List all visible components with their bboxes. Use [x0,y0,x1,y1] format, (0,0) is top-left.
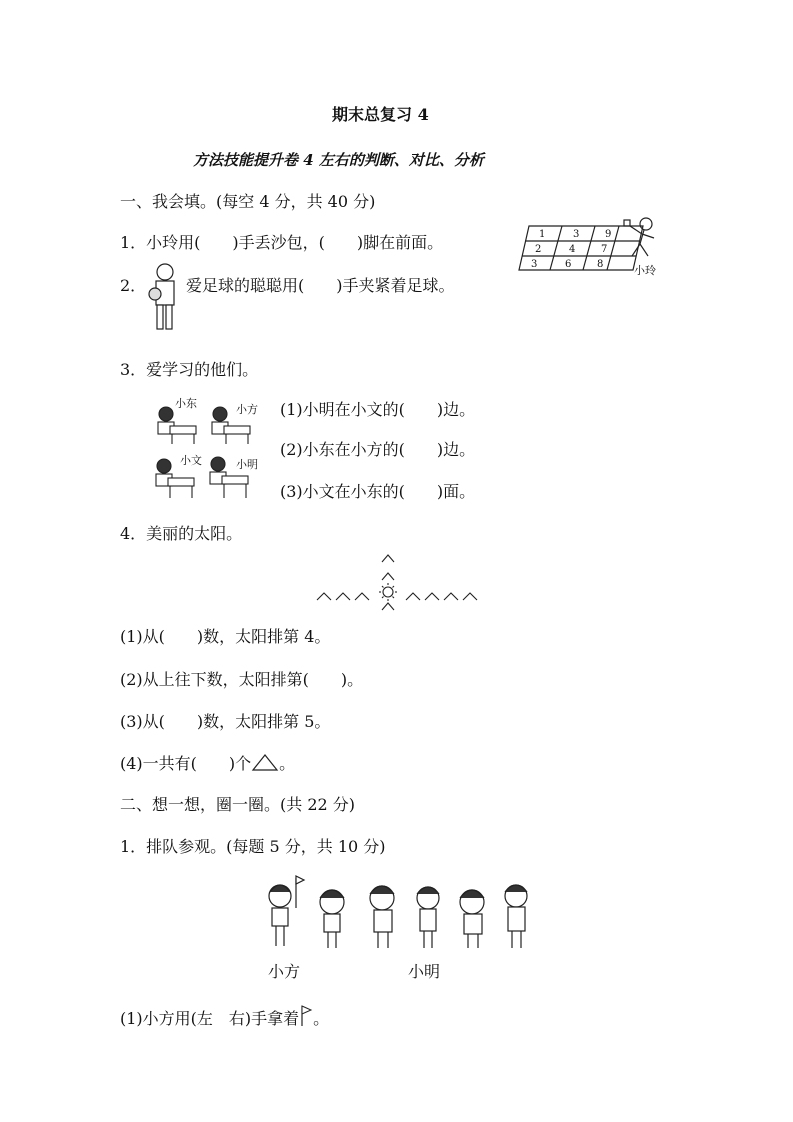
question-1-4-sub-3: (3)从( )数，太阳排第 5。 [120,712,331,731]
section-heading-2: 二、想一想，圈一圈。(共 22 分) [120,795,356,814]
boy-with-football-icon [148,262,182,334]
grid-cell: 3 [531,259,538,270]
question-1-4: 4．美丽的太阳。 [120,524,243,543]
question-2-1-sub-1-end: 。 [313,1009,330,1028]
grid-cell: 2 [535,244,542,255]
question-1-2: 爱足球的聪聪用( )手夹紧着足球。 [186,276,455,295]
question-1-3-sub-1: (1)小明在小文的( )边。 [280,400,476,419]
question-1-4-sub-4 [120,753,295,774]
student-name-xiaodong: 小东 [175,397,197,410]
student-name-xiaowen: 小文 [180,454,202,467]
child-label-xiaofang: 小方 [268,962,301,981]
grid-cell: 6 [565,259,572,270]
girl-name-label: 小玲 [634,264,656,277]
question-2-1: 1．排队参观。(每题 5 分，共 10 分) [120,837,386,856]
flag-icon [299,1005,313,1027]
question-1-4-sub-2: (2)从上往下数，太阳排第( )。 [120,670,364,689]
grid-cell: 7 [601,244,608,255]
question-1-2-number: 2． [120,276,147,295]
section-heading-1: 一、我会填。(每空 4 分，共 40 分) [120,192,376,211]
question-1-4-sub-4-end: 。 [279,754,296,773]
question-2-1-sub-1 [120,1005,329,1029]
page-title: 期末总复习 4 [332,105,429,124]
sun-and-triangles-figure [314,552,480,616]
grid-cell: 9 [605,229,612,240]
student-name-xiaoming: 小明 [236,458,258,471]
question-1-1: 1．小玲用( )手丢沙包，( )脚在前面。 [120,233,444,252]
student-name-xiaofang: 小方 [236,403,258,416]
page-subtitle: 方法技能提升卷 4 左右的判断、对比、分析 [193,151,484,169]
child-label-xiaoming: 小明 [408,962,441,981]
question-2-1-sub-1-text: (1)小方用(左 右)手拿着 [120,1009,300,1028]
question-1-3: 3．爱学习的他们。 [120,360,259,379]
question-1-3-sub-2: (2)小东在小方的( )边。 [280,440,476,459]
question-1-4-sub-4-text: (4)一共有( )个 [120,754,252,773]
triangle-icon [251,753,279,771]
grid-cell: 3 [573,229,580,240]
grid-cell: 4 [569,244,576,255]
grid-cell: 1 [539,229,546,240]
grid-cell: 8 [597,259,604,270]
question-1-4-sub-1: (1)从( )数，太阳排第 4。 [120,627,331,646]
children-in-line-illustration [258,872,538,954]
girl-throwing-icon [620,216,660,260]
question-1-3-sub-3: (3)小文在小东的( )面。 [280,482,476,501]
